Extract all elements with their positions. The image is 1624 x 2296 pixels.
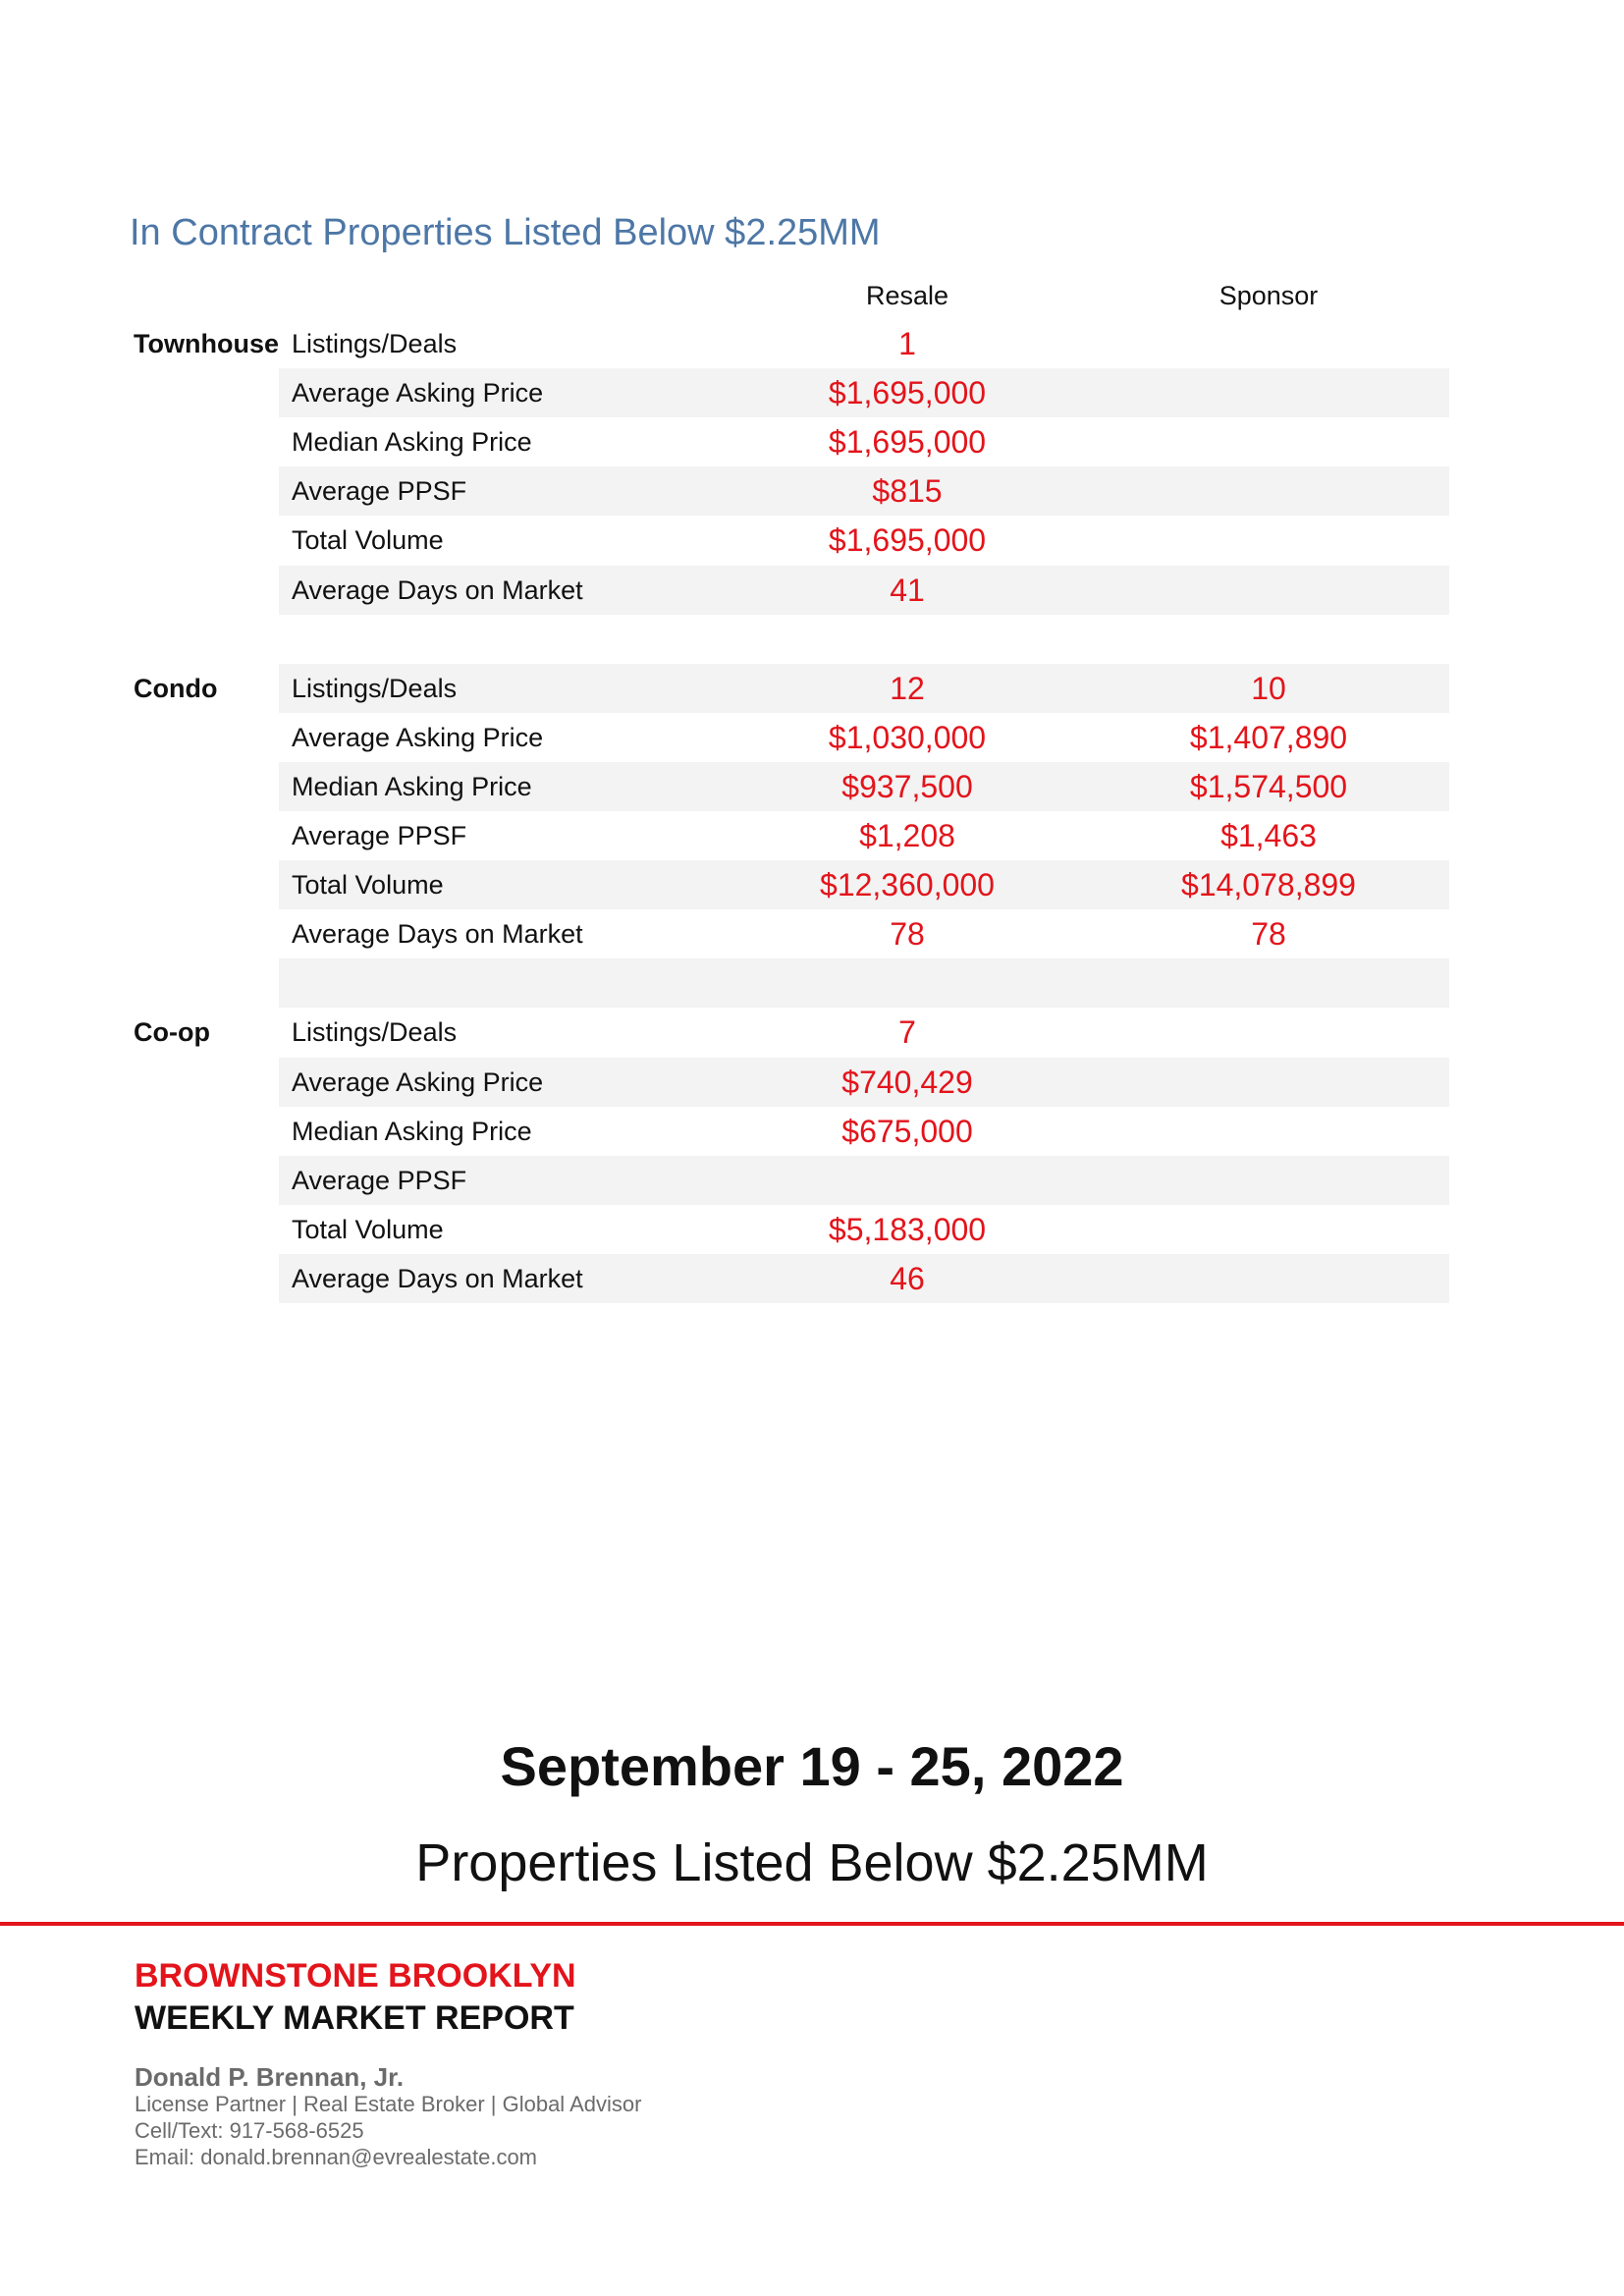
category-label: Condo xyxy=(134,674,218,703)
table-row xyxy=(0,1058,1624,1107)
agent-email: Email: donald.brennan@evrealestate.com xyxy=(135,2145,538,2169)
resale-value: $937,500 xyxy=(841,769,973,804)
resale-value: $1,695,000 xyxy=(828,522,987,558)
resale-value: 1 xyxy=(898,326,916,361)
table-row xyxy=(0,664,1624,713)
brand-report-name: WEEKLY MARKET REPORT xyxy=(135,1999,574,2037)
table-row xyxy=(0,368,1624,417)
resale-value: $740,429 xyxy=(841,1065,973,1100)
resale-value: 12 xyxy=(890,671,925,706)
spacer-row xyxy=(0,958,1624,1008)
table-row xyxy=(0,1156,1624,1205)
table-row xyxy=(0,417,1624,466)
metric-label: Average Days on Market xyxy=(292,575,583,605)
metric-label: Average PPSF xyxy=(292,476,467,506)
report-date-range: September 19 - 25, 2022 xyxy=(500,1735,1124,1797)
table-row xyxy=(0,1107,1624,1156)
sponsor-value: $1,463 xyxy=(1220,818,1317,853)
resale-value: $12,360,000 xyxy=(820,867,995,902)
report-subtitle: Properties Listed Below $2.25MM xyxy=(415,1833,1209,1892)
resale-value: $5,183,000 xyxy=(828,1212,987,1247)
table-row xyxy=(0,1008,1624,1057)
table-row xyxy=(0,566,1624,615)
metric-label: Listings/Deals xyxy=(292,674,458,703)
table-row xyxy=(0,811,1624,860)
table-row xyxy=(0,516,1624,565)
resale-value: 78 xyxy=(890,916,925,952)
metric-label: Average Asking Price xyxy=(292,1067,544,1097)
metric-label: Average Days on Market xyxy=(292,919,583,949)
column-header-resale: Resale xyxy=(865,281,949,310)
metric-label: Average Days on Market xyxy=(292,1264,583,1293)
resale-value: $815 xyxy=(872,473,943,509)
table-row xyxy=(0,319,1624,368)
sponsor-value: 10 xyxy=(1251,671,1286,706)
row-background xyxy=(279,958,1449,1008)
divider-rule xyxy=(0,1922,1624,1926)
metric-label: Median Asking Price xyxy=(292,1117,532,1146)
resale-value: $1,030,000 xyxy=(828,720,987,755)
category-label: Co-op xyxy=(134,1017,210,1047)
table-row xyxy=(0,762,1624,811)
agent-name: Donald P. Brennan, Jr. xyxy=(135,2062,405,2092)
table-row xyxy=(0,860,1624,909)
resale-value: 46 xyxy=(890,1261,925,1296)
metric-label: Average PPSF xyxy=(292,821,467,850)
resale-value: 41 xyxy=(890,573,925,608)
sponsor-value: 78 xyxy=(1251,916,1286,952)
agent-role: License Partner | Real Estate Broker | Global Advisor xyxy=(135,2092,642,2116)
resale-value: $1,695,000 xyxy=(828,375,987,410)
metric-label: Average Asking Price xyxy=(292,378,544,408)
table-row xyxy=(0,1254,1624,1303)
sponsor-value: $14,078,899 xyxy=(1181,867,1356,902)
column-header-sponsor: Sponsor xyxy=(1218,281,1319,310)
metric-label: Listings/Deals xyxy=(292,329,458,358)
category-label: Townhouse xyxy=(134,329,279,358)
metric-label: Total Volume xyxy=(292,525,444,555)
table-row xyxy=(0,909,1624,958)
sponsor-value: $1,407,890 xyxy=(1189,720,1348,755)
table-row xyxy=(0,713,1624,762)
metric-label: Average Asking Price xyxy=(292,723,544,752)
metric-label: Total Volume xyxy=(292,870,444,900)
metric-label: Total Volume xyxy=(292,1215,444,1244)
brand-name: BROWNSTONE BROOKLYN xyxy=(135,1957,576,1995)
resale-value: 7 xyxy=(898,1014,916,1050)
report-title: In Contract Properties Listed Below $2.25MM xyxy=(130,212,881,253)
resale-value: $675,000 xyxy=(841,1114,973,1149)
table-row xyxy=(0,1205,1624,1254)
metric-label: Average PPSF xyxy=(292,1166,467,1195)
resale-value: $1,695,000 xyxy=(828,424,987,460)
table-row xyxy=(0,466,1624,516)
metric-label: Listings/Deals xyxy=(292,1017,458,1047)
metric-label: Median Asking Price xyxy=(292,772,532,801)
resale-value: $1,208 xyxy=(859,818,955,853)
metric-label: Median Asking Price xyxy=(292,427,532,457)
sponsor-value: $1,574,500 xyxy=(1189,769,1348,804)
agent-phone: Cell/Text: 917-568-6525 xyxy=(135,2118,364,2143)
